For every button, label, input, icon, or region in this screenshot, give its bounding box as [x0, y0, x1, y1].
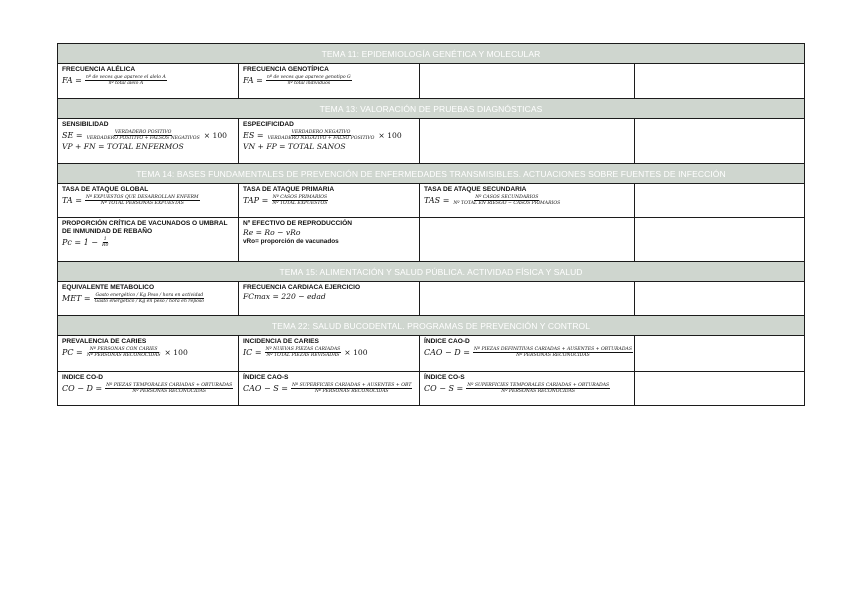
formula-label: PROPORCIÓN CRÍTICA DE VACUNADOS O UMBRAL DE INMUNIDAD DE REBAÑO [62, 220, 228, 235]
numerator: Nº PIEZAS TEMPORALES CARIADAS + OBTURADAS [106, 383, 233, 388]
section-header-tema-15 [58, 262, 805, 282]
cell-tasa-ataque-global [58, 184, 239, 218]
empty-cell [635, 336, 805, 372]
cell-indice-co-s [420, 372, 635, 406]
formula [243, 75, 415, 87]
table-row [58, 184, 805, 218]
numerator: nº de veces que aparece el alelo A [85, 75, 166, 80]
formula-label: TASA DE ATAQUE GLOBAL [62, 186, 149, 193]
denominator: Nº PERSONAS RECONOCIDAS [86, 353, 161, 359]
empty-cell [635, 64, 805, 99]
denominator: Nº TOTAL EXPUESTOS [272, 201, 328, 207]
formula-lhs: ES = [243, 131, 264, 141]
formula-line: VN + FP = TOTAL SANOS [243, 141, 346, 151]
fraction [86, 130, 201, 142]
denominator: Nº TOTAL PERSONAS EXPUESTAS [100, 201, 184, 207]
section-header-tema-11 [58, 44, 805, 64]
formula-label: SENSIBILIDAD [62, 121, 109, 128]
numerator: Nº PERSONAS CON CARIES [89, 347, 158, 352]
denominator: VERDADERO POSITIVO + FALSOS NEGATIVOS [86, 136, 200, 142]
empty-cell [635, 119, 805, 164]
fraction [466, 383, 610, 395]
numerator: Nº EXPUESTOS QUE DESARROLLAN ENFERM [85, 195, 199, 200]
denominator: VERDADERO NEGATIVO + FALSO POSITIVO [267, 136, 375, 142]
numerator: Gasto energético / Kg Peso / hora en actividad [95, 293, 204, 298]
formula-label: FRECUENCIA ALÉLICA [62, 66, 136, 73]
formula-lhs: CAO − S = [243, 384, 288, 394]
formula [62, 130, 234, 142]
formula [62, 347, 234, 359]
numerator: 1 [103, 237, 107, 242]
formula-line: Re = Ro − vRo [243, 228, 301, 237]
formula-lhs: IC = [243, 348, 262, 358]
formula [62, 383, 234, 395]
cell-frecuencia-alelica [58, 64, 239, 99]
empty-cell [635, 372, 805, 406]
fraction [267, 130, 376, 142]
formula [424, 383, 630, 395]
numerator: Nº CASOS PRIMARIOS [272, 195, 328, 200]
numerator: Nº SUPERFICIES CARIADAS + AUSENTES + OBT [291, 383, 412, 388]
formula [243, 347, 415, 359]
formula [62, 293, 234, 305]
formula-lhs: MET = [62, 294, 91, 304]
formula-lhs: FA = [243, 76, 263, 86]
empty-cell [635, 184, 805, 218]
table-row [58, 218, 805, 262]
formula-note: vRo= proporción de vacunados [243, 238, 339, 245]
formula-multiplier: × 100 [378, 131, 402, 141]
formula-label: INDICE CO-D [62, 374, 104, 381]
formula-lhs: SE = [62, 131, 83, 141]
empty-cell [420, 218, 635, 262]
section-title: TEMA 14: BASES FUNDAMENTALES DE PREVENCIÓN DE ENFERMEDADES TRANSMISIBLES. ACTUACIONES SOBRE FUENTES DE INFECCIÓN [58, 164, 805, 184]
fraction [271, 195, 328, 207]
formula-line: VP + FN = TOTAL ENFERMOS [62, 141, 184, 151]
section-header-tema-22 [58, 316, 805, 336]
formula [243, 383, 415, 395]
formula-label: ÍNDICE CO-S [424, 374, 465, 381]
table-row [58, 119, 805, 164]
denominator: Nº TOTAL PIEZAS REVISADAS [266, 353, 340, 359]
fraction [105, 383, 233, 395]
formula-label: FRECUENCIA CARDIACA EJERCICIO [243, 284, 361, 291]
cell-tasa-ataque-primaria [239, 184, 420, 218]
denominator: Nº TOTAL EN RIESGO − CASOS PRIMARIOS [453, 201, 561, 207]
formula-label: ESPECIFICIDAD [243, 121, 294, 128]
formula-lhs: Pc = 1 − [62, 238, 98, 248]
table-row [58, 336, 805, 372]
fraction [265, 347, 342, 359]
fraction [473, 347, 633, 359]
denominator: R0 [102, 243, 109, 249]
table-row [58, 64, 805, 99]
denominator: nº total alelo A [108, 81, 144, 87]
cell-indice-co-d [58, 372, 239, 406]
empty-cell [635, 282, 805, 316]
denominator: nº total individuos [287, 81, 331, 87]
formula-label: INCIDENCIA DE CARIES [243, 338, 319, 345]
formula [62, 195, 234, 207]
numerator: VERDADERO POSITIVO [114, 130, 172, 135]
formula [62, 237, 234, 249]
cell-frecuencia-cardiaca [239, 282, 420, 316]
formula-lhs: TAS = [424, 196, 450, 206]
formula [243, 130, 415, 142]
section-title: TEMA 22: SALUD BUCODENTAL. PROGRAMAS DE PREVENCIÓN Y CONTROL [58, 316, 805, 336]
formula [424, 347, 630, 359]
denominator: Nº PERSONAS RECONOCIDAS [516, 353, 590, 359]
table-row [58, 282, 805, 316]
cell-incidencia-caries [239, 336, 420, 372]
cell-prevalencia-caries [58, 336, 239, 372]
numerator: Nº PIEZAS DEFINITIVAS CARIADAS + AUSENTES + OBTURADAS [473, 347, 632, 352]
table-row [58, 372, 805, 406]
formula-label: Nº EFECTIVO DE REPRODUCCIÓN [243, 220, 353, 227]
formula-label: ÍNDICE CAO-D [424, 338, 470, 345]
formula [243, 195, 415, 207]
formula-lhs: PC = [62, 348, 83, 358]
cell-reproduccion [239, 218, 420, 262]
empty-cell [420, 64, 635, 99]
formula-label: EQUIVALENTE METABOLICO [62, 284, 155, 291]
fraction [85, 195, 200, 207]
formula-lhs: TAP = [243, 196, 269, 206]
formula-multiplier: × 100 [203, 131, 227, 141]
cell-indice-cao-s [239, 372, 420, 406]
cell-sensibilidad [58, 119, 239, 164]
denominator: Nº PERSONAS RECONOCIDAS [132, 389, 207, 395]
denominator: Nº PERSONAS RECONOCIDAS [314, 389, 389, 395]
numerator: nº de veces que aparece genotipo G [266, 75, 351, 80]
section-header-tema-13 [58, 99, 805, 119]
section-title: TEMA 11: EPIDEMIOLOGÍA GENÉTICA Y MOLECULAR [58, 44, 805, 64]
formula-multiplier: × 100 [164, 348, 188, 358]
fraction [94, 293, 205, 305]
section-header-tema-14 [58, 164, 805, 184]
empty-cell [420, 119, 635, 164]
numerator: VERDADERO NEGATIVO [291, 130, 351, 135]
section-title: TEMA 15: ALIMENTACIÓN Y SALUD PÚBLICA. ACTIVIDAD FÍSICA Y SALUD [58, 262, 805, 282]
formula-lhs: TA = [62, 196, 82, 206]
formula-label: TASA DE ATAQUE SECUNDARIA [424, 186, 527, 193]
cell-tasa-ataque-secundaria [420, 184, 635, 218]
formula-lhs: CAO − D = [424, 348, 470, 358]
section-title: TEMA 13: VALORACIÓN DE PRUEBAS DIAGNÓSTICAS [58, 99, 805, 119]
fraction [85, 75, 167, 87]
formula-label: TASA DE ATAQUE PRIMARIA [243, 186, 335, 193]
empty-cell [420, 282, 635, 316]
fraction [291, 383, 412, 395]
formula-label: PREVALENCIA DE CARIES [62, 338, 147, 345]
fraction [101, 237, 109, 249]
numerator: Nº SUPERFICIES TEMPORALES CARIADAS + OBTURADAS [467, 383, 610, 388]
denominator: Gasto energético / Kg en peso / hora en reposo [94, 299, 205, 305]
numerator: Nº CASOS SECUNDARIOS [475, 195, 539, 200]
numerator: Nº NUEVAS PIEZAS CARIADAS [265, 347, 341, 352]
fraction [266, 75, 352, 87]
cell-indice-cao-d [420, 336, 635, 372]
formula-line: FCmax = 220 − edad [243, 292, 326, 301]
denominator: Nº PERSONAS RECONOCIDAS [501, 389, 576, 395]
fraction [452, 195, 561, 207]
formula-label: FRECUENCIA GENOTÍPICA [243, 66, 329, 73]
formula-lhs: CO − S = [424, 384, 464, 394]
cell-proporcion-critica [58, 218, 239, 262]
fraction [86, 347, 162, 359]
formula-lhs: FA = [62, 76, 82, 86]
formula [62, 75, 234, 87]
formula-lhs: CO − D = [62, 384, 103, 394]
formula [424, 195, 630, 207]
empty-cell [635, 218, 805, 262]
cell-equivalente-metabolico [58, 282, 239, 316]
cell-frecuencia-genotipica [239, 64, 420, 99]
formula-multiplier: × 100 [344, 348, 368, 358]
formula-sheet [57, 43, 805, 406]
cell-especificidad [239, 119, 420, 164]
formula-label: ÍNDICE CAO-S [243, 374, 289, 381]
